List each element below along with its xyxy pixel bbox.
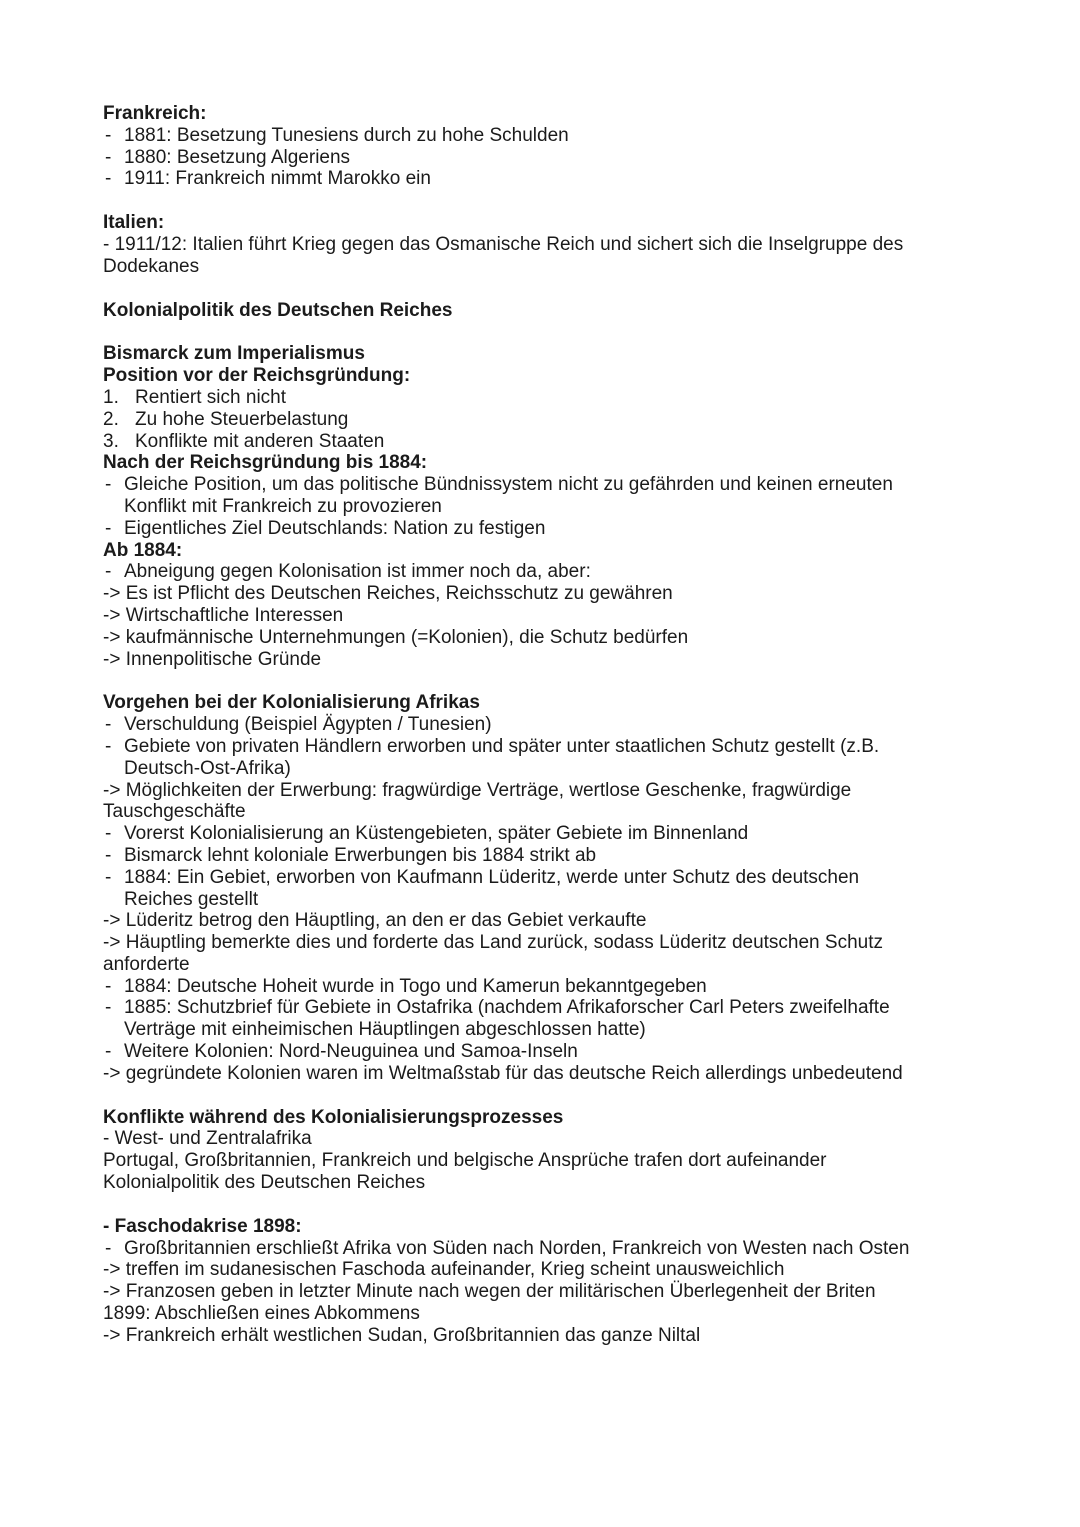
text-line: -> Innenpolitische Gründe [103, 648, 322, 670]
bullet-item: - 1884: Deutsche Hoheit wurde in Togo und Kamerun bekanntgegeben [103, 976, 1003, 998]
bullet-continuation: Verträge mit einheimischen Häuptlingen abgeschlossen hatte) [124, 1019, 646, 1041]
bullet-continuation: Konflikt mit Frankreich zu provozieren [124, 495, 442, 517]
bullet-item: - 1911: Frankreich nimmt Marokko ein [103, 168, 1003, 190]
section-heading: Frankreich: [103, 103, 207, 124]
item-number: 1. [103, 386, 119, 408]
section-heading: Italien: [103, 212, 165, 234]
paragraph-spacer [103, 1085, 1003, 1107]
bullet-item: - Gebiete von privaten Händlern erworben und später unter staatlichen Schutz gestellt (z.B. [103, 736, 1003, 758]
text-line: -> Häuptling bemerkte dies und forderte das Land zurück, sodass Lüderitz deutschen Schutz [103, 932, 883, 954]
bullet-item: - Vorerst Kolonialisierung an Küstengebieten, später Gebiete im Binnenland [103, 823, 1003, 845]
text-line: -> Möglichkeiten der Erwerbung: fragwürdige Verträge, wertlose Geschenke, fragwürdige [103, 779, 852, 801]
item-number: 3. [103, 430, 119, 452]
bullet-item: - 1880: Besetzung Algeriens [103, 147, 1003, 169]
item-text: Rentiert sich nicht [135, 386, 287, 408]
bullet-item: - Gleiche Position, um das politische Bündnissystem nicht zu gefährden und keinen erneuten [103, 474, 1003, 496]
section-heading: Kolonialpolitik des Deutschen Reiches [103, 299, 453, 321]
bullet-continuation: Reiches gestellt [124, 888, 259, 910]
bullet-continuation: Deutsch-Ost-Afrika) [124, 757, 291, 779]
section-heading: Ab 1884: [103, 539, 183, 561]
item-text: Zu hohe Steuerbelastung [135, 408, 349, 430]
text-line: Kolonialpolitik des Deutschen Reiches [103, 1172, 426, 1194]
text-line: Portugal, Großbritannien, Frankreich und belgische Ansprüche trafen dort aufeinander [103, 1150, 827, 1172]
text-line: -> Franzosen geben in letzter Minute nach wegen der militärischen Überlegenheit der Briten [103, 1281, 876, 1303]
item-number: 2. [103, 408, 119, 430]
text-line: -> Wirtschaftliche Interessen [103, 604, 344, 626]
text-line: -> treffen im sudanesischen Faschoda aufeinander, Krieg scheint unausweichlich [103, 1259, 785, 1281]
numbered-item [103, 409, 1003, 431]
text-line: -> Es ist Pflicht des Deutschen Reiches, Reichsschutz zu gewähren [103, 583, 673, 605]
paragraph-spacer [103, 190, 1003, 212]
section-heading: Konflikte während des Kolonialisierungsprozesses [103, 1106, 564, 1128]
text-line: Dodekanes [103, 255, 200, 277]
text-line: 1899: Abschließen eines Abkommens [103, 1303, 420, 1325]
section-heading: Bismarck zum Imperialismus [103, 343, 365, 365]
paragraph-spacer [103, 278, 1003, 300]
bullet-item: - Großbritannien erschließt Afrika von Süden nach Norden, Frankreich von Westen nach Osten [103, 1238, 1003, 1260]
section-heading: - Faschodakrise 1898: [103, 1215, 302, 1237]
text-line: - West- und Zentralafrika [103, 1128, 312, 1150]
item-text: Konflikte mit anderen Staaten [135, 430, 385, 452]
bullet-item: - Weitere Kolonien: Nord-Neuguinea und Samoa-Inseln [103, 1041, 1003, 1063]
numbered-item [103, 431, 1003, 453]
paragraph-spacer [103, 670, 1003, 692]
bullet-item: - 1881: Besetzung Tunesiens durch zu hohe Schulden [103, 125, 1003, 147]
text-line: Tauschgeschäfte [103, 801, 246, 823]
text-line: -> kaufmännische Unternehmungen (=Kolonien), die Schutz bedürfen [103, 626, 689, 648]
text-line: -> Frankreich erhält westlichen Sudan, Großbritannien das ganze Niltal [103, 1324, 701, 1346]
numbered-item [103, 387, 1003, 409]
bullet-item: - Verschuldung (Beispiel Ägypten / Tunesien) [103, 714, 1003, 736]
section-heading: Vorgehen bei der Kolonialisierung Afrikas [103, 692, 480, 714]
bullet-item: - Abneigung gegen Kolonisation ist immer noch da, aber: [103, 561, 1003, 583]
bullet-item: - 1885: Schutzbrief für Gebiete in Ostafrika (nachdem Afrikaforscher Carl Peters zweifelhafte [103, 997, 1003, 1019]
document-page [103, 103, 1003, 1347]
section-heading: Position vor der Reichsgründung: [103, 365, 411, 387]
section-heading: Nach der Reichsgründung bis 1884: [103, 452, 428, 474]
text-line: -> Lüderitz betrog den Häuptling, an den er das Gebiet verkaufte [103, 910, 647, 932]
text-line: - 1911/12: Italien führt Krieg gegen das Osmanische Reich und sichert sich die Inselgruppe des [103, 233, 904, 255]
text-line: anforderte [103, 953, 190, 975]
paragraph-spacer [103, 321, 1003, 343]
bullet-item: - 1884: Ein Gebiet, erworben von Kaufmann Lüderitz, werde unter Schutz des deutschen [103, 867, 1003, 889]
bullet-item: - Eigentliches Ziel Deutschlands: Nation zu festigen [103, 518, 1003, 540]
paragraph-spacer [103, 1194, 1003, 1216]
bullet-item: - Bismarck lehnt koloniale Erwerbungen bis 1884 strikt ab [103, 845, 1003, 867]
text-line: -> gegründete Kolonien waren im Weltmaßstab für das deutsche Reich allerdings unbedeutend [103, 1062, 903, 1084]
